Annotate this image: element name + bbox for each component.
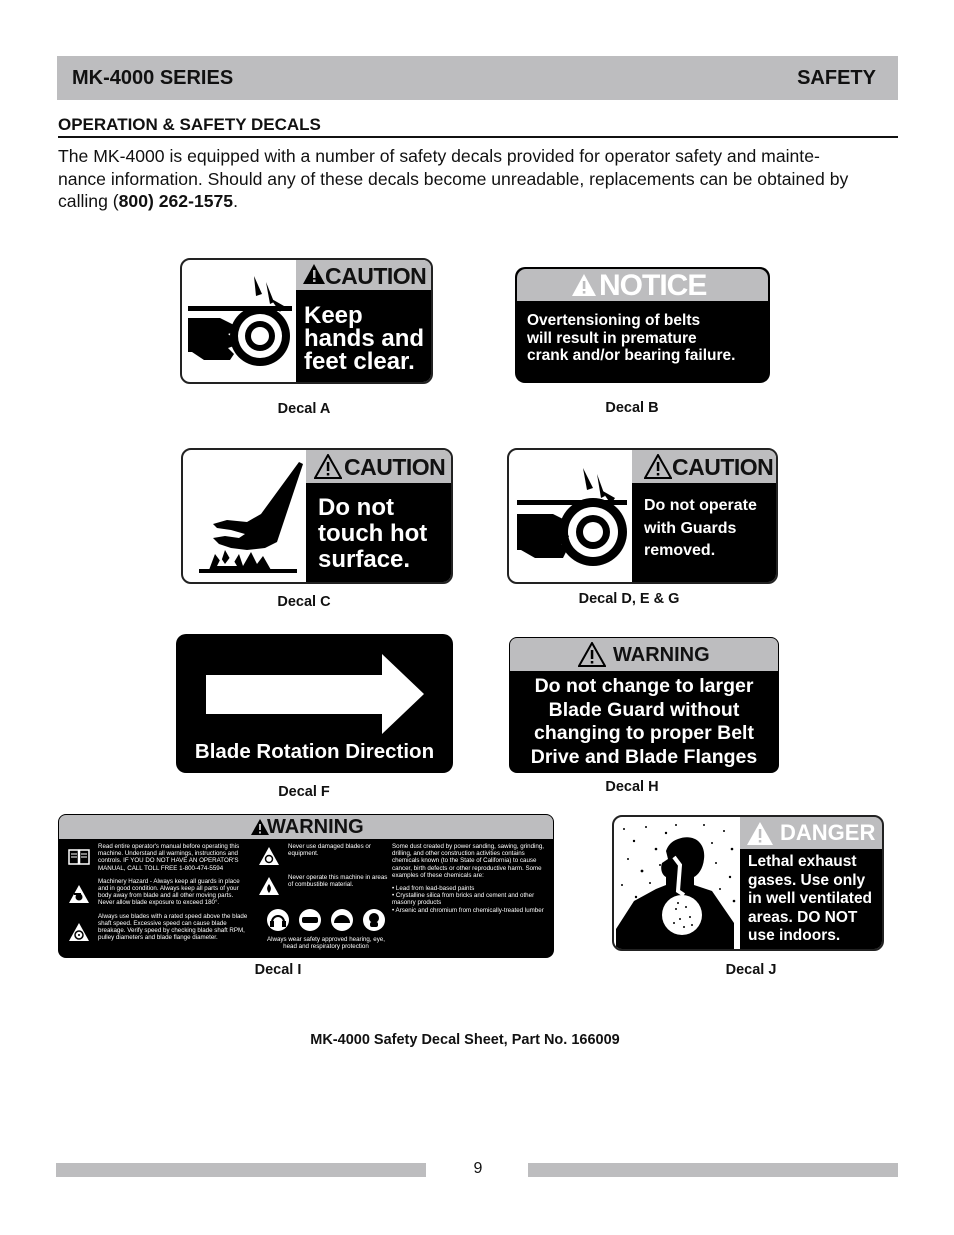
exhaust-inhalation-icon (616, 819, 740, 949)
footer-bar-left (56, 1163, 426, 1177)
decal-c-header: CAUTION (344, 454, 446, 480)
decal-a-header: CAUTION (325, 263, 427, 289)
decal-i-col1-para-3: Always use blades with a rated speed above the blade shaft speed. Excessive speed can cause blade breakage. Verify speed by checking blade shaft RPM, pulley diameters and blade flange diameter. (98, 912, 248, 942)
decal-c-message-panel (306, 483, 453, 584)
decal-a-line-1: Keep (304, 302, 363, 329)
decal-i-col3-text (392, 843, 548, 914)
decal-f-text: Blade Rotation Direction (194, 740, 435, 763)
decal-d-line-1: Do not operate (644, 497, 757, 514)
decal-i-col1-text (98, 843, 250, 941)
header-title: MK-4000 SERIES (72, 67, 234, 89)
damaged-blade-icon (258, 846, 280, 866)
decal-j-line-4: areas. DO NOT (748, 908, 858, 926)
decal-d-message-panel (632, 483, 778, 584)
phone-number: 800) 262-1575 (118, 191, 234, 211)
hot-surface-hand-icon (191, 458, 306, 576)
section-title: OPERATION & SAFETY DECALS (58, 115, 898, 138)
decal-h-line-1: Do not change to larger (534, 675, 754, 697)
decal-j-message (748, 853, 872, 946)
decal-j (612, 815, 884, 951)
decal-h-line-2: Blade Guard without (548, 698, 740, 721)
decal-i (58, 814, 554, 958)
warning-triangle-icon (571, 273, 597, 297)
footer-bar-right (528, 1163, 898, 1177)
warning-triangle-icon (314, 454, 342, 479)
decal-j-message-panel (740, 817, 884, 951)
decal-i-col3-bullet-3: • Arsenic and chromium from chemically-treated lumber (392, 906, 544, 914)
decal-d-line-2: with Guards (644, 519, 737, 537)
manual-book-icon (68, 848, 90, 866)
intro-line-1: The MK-4000 is equipped with a number of safety decals provided for operator safety and mainte- (58, 146, 820, 166)
decal-h-header: WARNING (613, 644, 710, 666)
decal-c-line-3: surface. (318, 546, 411, 573)
decal-a-header-bar (296, 260, 433, 290)
decal-b-line-2: will result in premature (527, 329, 697, 347)
decal-i-header: WARNING (267, 816, 364, 838)
decal-a-line-2: hands and (304, 325, 425, 352)
intro-line-2: nance information. Should any of these decals become unreadable, replacements can be obtained by (58, 168, 849, 189)
decal-a (180, 258, 433, 384)
decal-c-line-1: Do not (318, 494, 394, 521)
decal-d-line-3: removed. (644, 542, 716, 559)
decal-d-header: CAUTION (672, 454, 774, 480)
intro-paragraph (58, 145, 903, 213)
decal-b-message (527, 312, 735, 365)
decal-a-message-panel (296, 290, 433, 384)
decal-i-col1-para-1: Read entire operator's manual before operating this machine. Understand all warnings, instructions and controls. IF YOU DO NOT HAVE AN OPERATOR'S MANUAL, CALL TOLL FREE 1-800-474-5594 (98, 843, 240, 872)
header-section: SAFETY (797, 67, 876, 89)
decal-i-col3-bullet-1: • Lead from lead-based paints (392, 885, 475, 893)
fire-hazard-icon (258, 876, 280, 896)
decal-h-line-4: Drive and Blade Flanges (530, 745, 758, 768)
page-number: 9 (473, 1160, 483, 1177)
sheet-caption: MK-4000 Safety Decal Sheet, Part No. 166009 (310, 1032, 620, 1048)
decal-h (509, 637, 779, 773)
decal-j-header-bar (740, 817, 884, 849)
decal-b-header-bar (517, 269, 768, 301)
decal-a-caption: Decal A (277, 401, 331, 417)
decal-j-line-3: in well ventilated (748, 890, 873, 907)
decal-i-col2-para-1: Never use damaged blades or equipment. (288, 843, 371, 858)
decal-j-line-1: Lethal exhaust (748, 853, 857, 870)
head-protection-icon (330, 908, 354, 932)
decal-c-header-bar (306, 450, 453, 483)
decal-i-col3-para-1: Some dust created by power sanding, sawing, grinding, drilling, and other construction activities contains chemicals known (to the State of California) to cause cancer, birth defects or other reproductive harm. Some examples of these chemicals are: (392, 843, 545, 879)
warning-triangle-icon (644, 454, 672, 479)
decal-c (181, 448, 453, 584)
decal-h-caption: Decal H (605, 779, 659, 795)
decal-j-line-5: use indoors. (748, 927, 841, 944)
decal-i-header-bar (59, 815, 553, 839)
decal-b-line-3: crank and/or bearing failure. (527, 347, 736, 364)
decal-i-caption: Decal I (254, 962, 302, 978)
right-arrow-icon (206, 654, 424, 736)
decal-b-header: NOTICE (599, 269, 707, 302)
decal-d (507, 448, 778, 584)
decal-j-line-2: gases. Use only (748, 871, 866, 889)
machinery-hazard-icon (68, 884, 90, 904)
decal-j-header: DANGER (780, 820, 876, 845)
hand-pulley-pinch-icon (513, 462, 631, 574)
decal-i-col2-para-2: Never operate this machine in areas of combustible material. (288, 874, 388, 889)
decal-d-header-bar (632, 450, 778, 483)
ppe-icons (266, 908, 386, 932)
respiratory-protection-icon (362, 908, 386, 932)
intro-line-3: calling (800) 262-1575. (58, 191, 238, 211)
decal-a-line-3: feet clear. (304, 348, 415, 375)
warning-triangle-icon (302, 263, 326, 285)
decal-b-line-1: Overtensioning of belts (527, 312, 701, 329)
hearing-protection-icon (266, 908, 290, 932)
decal-i-col3-bullet-2: • Crystalline silica from bricks and cement and other masonry products (392, 892, 535, 907)
decal-b (515, 267, 770, 383)
blade-breakage-icon (68, 922, 90, 942)
warning-triangle-icon (578, 642, 606, 667)
hand-pulley-pinch-icon (184, 268, 296, 378)
decal-h-header-bar (510, 638, 778, 671)
decal-c-caption: Decal C (277, 594, 331, 610)
decal-f-caption: Decal F (278, 784, 330, 800)
decal-h-message (509, 675, 779, 769)
eye-protection-icon (298, 908, 322, 932)
decal-c-line-2: touch hot (318, 520, 428, 547)
decal-d-caption: Decal D, E & G (578, 591, 680, 607)
decal-f (176, 634, 453, 773)
warning-triangle-icon (746, 821, 774, 846)
decal-h-line-3: changing to proper Belt (534, 722, 754, 744)
decal-b-caption: Decal B (605, 400, 659, 416)
decal-i-col1-para-2: Machinery Hazard - Always keep all guards in place and in good condition. Always keep all parts of your body away from blade and all other moving parts. Never allow blade exposure to exceed 180°. (98, 877, 240, 907)
header-band (57, 56, 898, 100)
decal-i-col2-para-3: Always wear safety approved hearing, eye, head and respiratory protection (267, 936, 385, 951)
decal-j-caption: Decal J (725, 962, 777, 978)
